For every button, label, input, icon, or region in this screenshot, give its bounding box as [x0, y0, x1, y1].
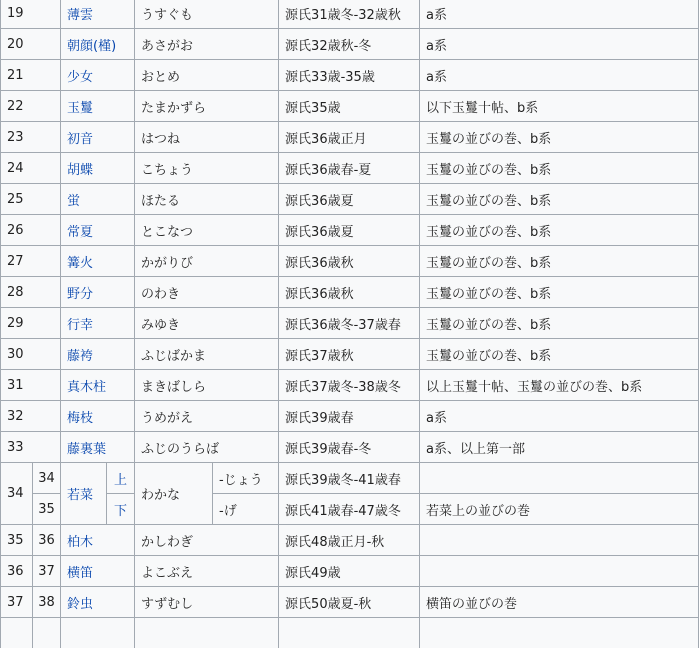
- chapter-title-link[interactable]: 常夏: [67, 225, 93, 240]
- chapter-number: 35: [1, 525, 33, 556]
- chapter-reading-suffix: -じょう: [213, 463, 279, 494]
- chapter-number: 29: [1, 308, 61, 339]
- genji-age: 源氏49歳: [279, 556, 420, 587]
- table-row: [1, 246, 699, 277]
- chapter-reading: あさがお: [135, 29, 279, 60]
- chapter-title-cell: [61, 463, 107, 525]
- chapter-number: 30: [1, 339, 61, 370]
- chapter-title-link[interactable]: 藤袴: [67, 349, 93, 364]
- chapter-number: 32: [1, 401, 61, 432]
- chapter-title-cell: [61, 29, 135, 60]
- chapter-reading: よこぶえ: [135, 556, 279, 587]
- chapter-note: [420, 525, 699, 556]
- table-cell-cutoff: [33, 618, 61, 648]
- table-row: [1, 432, 699, 463]
- table-row: [1, 122, 699, 153]
- genji-age: 源氏33歳-35歳: [279, 60, 420, 91]
- genji-age: 源氏36歳春-夏: [279, 153, 420, 184]
- table-row: [1, 370, 699, 401]
- chapter-title-cell: [61, 308, 135, 339]
- table-row: [1, 29, 699, 60]
- chapter-title-cell: [61, 153, 135, 184]
- table-row: [1, 184, 699, 215]
- chapter-number: 36: [1, 556, 33, 587]
- chapter-reading: おとめ: [135, 60, 279, 91]
- chapter-title-link[interactable]: 柏木: [67, 535, 93, 550]
- table-cell-cutoff: [420, 618, 699, 648]
- chapter-title-cell: [107, 494, 135, 525]
- table-row: [1, 277, 699, 308]
- chapter-reading: かしわぎ: [135, 525, 279, 556]
- chapter-reading: うすぐも: [135, 0, 279, 29]
- genji-age: 源氏48歳正月-秋: [279, 525, 420, 556]
- chapter-reading: みゆき: [135, 308, 279, 339]
- genji-age: 源氏35歳: [279, 91, 420, 122]
- genji-age: 源氏37歳秋: [279, 339, 420, 370]
- chapter-note: [420, 556, 699, 587]
- genji-age: 源氏36歳夏: [279, 215, 420, 246]
- chapter-title-cell: [107, 463, 135, 494]
- table-row: [1, 308, 699, 339]
- table-row: [1, 556, 699, 587]
- chapter-number: 21: [1, 60, 61, 91]
- chapter-title-cell: [61, 587, 135, 618]
- chapter-number: 22: [1, 91, 61, 122]
- chapter-title-cell: [61, 184, 135, 215]
- chapter-title-link[interactable]: 蛍: [67, 194, 80, 209]
- chapter-reading: とこなつ: [135, 215, 279, 246]
- chapter-title-cell: [61, 91, 135, 122]
- chapter-title-link[interactable]: 鈴虫: [67, 597, 93, 612]
- genji-age: 源氏41歳春-47歳冬: [279, 494, 420, 525]
- chapter-sub-number: 38: [33, 587, 61, 618]
- chapter-number: 25: [1, 184, 61, 215]
- chapter-reading: かがりび: [135, 246, 279, 277]
- genji-age: 源氏39歳冬-41歳春: [279, 463, 420, 494]
- chapter-number: 27: [1, 246, 61, 277]
- chapter-title-cell: [61, 60, 135, 91]
- chapter-note: 横笛の並びの巻: [420, 587, 699, 618]
- table-row: [1, 60, 699, 91]
- chapter-reading: ふじのうらば: [135, 432, 279, 463]
- genji-age: 源氏39歳春-冬: [279, 432, 420, 463]
- chapter-sub-number: 36: [33, 525, 61, 556]
- chapter-title-cell: [61, 401, 135, 432]
- chapter-sub-number: 37: [33, 556, 61, 587]
- chapter-note: 玉鬘の並びの巻、b系: [420, 308, 699, 339]
- chapter-note: 玉鬘の並びの巻、b系: [420, 184, 699, 215]
- genji-age: 源氏36歳秋: [279, 246, 420, 277]
- chapter-number: 24: [1, 153, 61, 184]
- chapter-number: 23: [1, 122, 61, 153]
- chapter-title-link[interactable]: 上: [114, 473, 127, 488]
- chapter-title-cell: [61, 525, 135, 556]
- chapter-title-link[interactable]: 胡蝶: [67, 163, 93, 178]
- chapter-title-link[interactable]: 行幸: [67, 318, 93, 333]
- genji-age: 源氏36歳正月: [279, 122, 420, 153]
- chapter-title-link[interactable]: 真木柱: [67, 380, 106, 395]
- chapter-title-link[interactable]: 若菜: [67, 488, 93, 503]
- table-row: [1, 401, 699, 432]
- chapter-sub-number: 35: [33, 494, 61, 525]
- genji-age: 源氏39歳春: [279, 401, 420, 432]
- chapter-reading: たまかずら: [135, 91, 279, 122]
- chapter-note: 若菜上の並びの巻: [420, 494, 699, 525]
- chapter-number: 31: [1, 370, 61, 401]
- genji-age: 源氏37歳冬-38歳冬: [279, 370, 420, 401]
- genji-age: 源氏36歳冬-37歳春: [279, 308, 420, 339]
- chapter-note: 玉鬘の並びの巻、b系: [420, 246, 699, 277]
- chapter-title-cell: [61, 277, 135, 308]
- chapter-note: a系: [420, 29, 699, 60]
- table-row: [1, 215, 699, 246]
- chapter-note: a系: [420, 60, 699, 91]
- table-cell-cutoff: [61, 618, 135, 648]
- chapter-reading: わかな: [135, 463, 213, 525]
- chapter-reading: うめがえ: [135, 401, 279, 432]
- chapter-title-cell: [61, 370, 135, 401]
- chapter-number: 28: [1, 277, 61, 308]
- chapter-reading: ふじばかま: [135, 339, 279, 370]
- chapter-note: 玉鬘の並びの巻、b系: [420, 339, 699, 370]
- chapter-title-link[interactable]: 初音: [67, 132, 93, 147]
- chapter-title-link[interactable]: 梅枝: [67, 411, 93, 426]
- table-row: [1, 0, 699, 29]
- chapter-reading: まきばしら: [135, 370, 279, 401]
- chapter-note: 玉鬘の並びの巻、b系: [420, 277, 699, 308]
- chapter-note: 以下玉鬘十帖、b系: [420, 91, 699, 122]
- chapter-title-cell: [61, 215, 135, 246]
- table-row: [1, 463, 699, 494]
- chapter-reading: はつね: [135, 122, 279, 153]
- chapter-title-link[interactable]: 藤裏葉: [67, 442, 106, 457]
- chapter-number: 34: [1, 463, 33, 525]
- chapter-note: a系、以上第一部: [420, 432, 699, 463]
- chapter-note: a系: [420, 0, 699, 29]
- table-row: [1, 91, 699, 122]
- chapter-title-link[interactable]: 野分: [67, 287, 93, 302]
- table-cell-cutoff: [279, 618, 420, 648]
- table-cell-cutoff: [135, 618, 279, 648]
- chapter-title-cell: [61, 556, 135, 587]
- chapter-title-cell: [61, 339, 135, 370]
- chapter-reading: ほたる: [135, 184, 279, 215]
- chapter-note: 玉鬘の並びの巻、b系: [420, 153, 699, 184]
- genji-age: 源氏36歳秋: [279, 277, 420, 308]
- chapter-number: 33: [1, 432, 61, 463]
- chapter-title-link[interactable]: 玉鬘: [67, 101, 93, 116]
- chapter-reading: のわき: [135, 277, 279, 308]
- table-row: [1, 618, 699, 648]
- chapter-number: 19: [1, 0, 61, 29]
- genji-age: 源氏31歳冬-32歳秋: [279, 0, 420, 29]
- chapter-title-cell: [61, 246, 135, 277]
- chapter-title-cell: [61, 432, 135, 463]
- chapter-reading: すずむし: [135, 587, 279, 618]
- chapter-title-link[interactable]: 薄雲: [67, 8, 93, 23]
- chapter-reading-suffix: -げ: [213, 494, 279, 525]
- genji-age: 源氏50歳夏-秋: [279, 587, 420, 618]
- table-row: [1, 525, 699, 556]
- chapter-note: 玉鬘の並びの巻、b系: [420, 215, 699, 246]
- chapter-title-link[interactable]: 朝顔(槿): [67, 39, 116, 54]
- chapter-number: 26: [1, 215, 61, 246]
- chapter-title-link[interactable]: 下: [114, 504, 127, 519]
- chapter-number: 20: [1, 29, 61, 60]
- chapter-title-link[interactable]: 横笛: [67, 566, 93, 581]
- genji-age: 源氏36歳夏: [279, 184, 420, 215]
- chapter-reading: こちょう: [135, 153, 279, 184]
- chapter-title-cell: [61, 122, 135, 153]
- chapter-note: 玉鬘の並びの巻、b系: [420, 122, 699, 153]
- chapter-title-link[interactable]: 少女: [67, 70, 93, 85]
- table-row: [1, 153, 699, 184]
- chapter-title-link[interactable]: 篝火: [67, 256, 93, 271]
- chapter-number: 37: [1, 587, 33, 618]
- table-row: [1, 339, 699, 370]
- chapter-note: [420, 463, 699, 494]
- chapter-note: a系: [420, 401, 699, 432]
- chapter-title-cell: [61, 0, 135, 29]
- table-row: [1, 587, 699, 618]
- table-cell-cutoff: [1, 618, 33, 648]
- chapter-note: 以上玉鬘十帖、玉鬘の並びの巻、b系: [420, 370, 699, 401]
- chapter-sub-number: 34: [33, 463, 61, 494]
- genji-age: 源氏32歳秋-冬: [279, 29, 420, 60]
